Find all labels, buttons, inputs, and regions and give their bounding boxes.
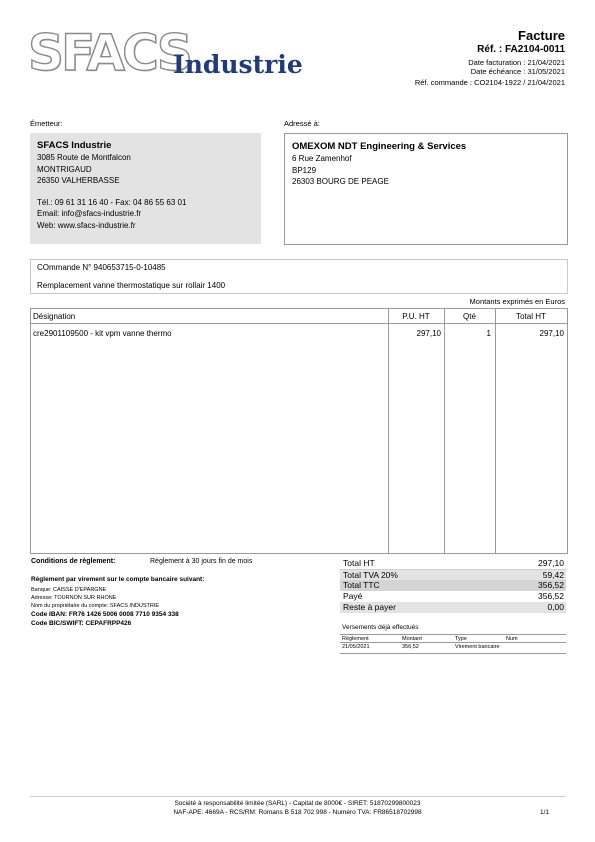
footer-legal-line: Société à responsabilité limitée (SARL) - Capital de 8000€ - SIRET: 51870299800023 <box>174 800 421 807</box>
emitter-box <box>30 133 261 244</box>
total-value: 356,52 <box>538 591 564 601</box>
transfer-title: Règlement par virement sur le compte bancaire suivant: <box>31 576 205 583</box>
total-value: 0,00 <box>547 602 564 612</box>
document-title: Facture <box>518 28 565 43</box>
row-designation: cre2901109500 - kit vpm vanne thermo <box>33 329 172 338</box>
payments-header-type: Type <box>455 636 467 642</box>
payments-header-date: Règlement <box>342 636 369 642</box>
total-value: 356,52 <box>538 580 564 590</box>
items-table <box>30 308 568 554</box>
order-info-box <box>30 259 568 294</box>
order-description: Remplacement vanne thermostatique sur rollair 1400 <box>37 281 226 290</box>
footer-legal-line: NAF-APE: 4669A - RCS/RM: Romans B 518 702 998 - Numéro TVA: FR86518702998 <box>173 809 422 816</box>
due-date: Date échéance : 31/05/2021 <box>470 67 565 76</box>
order-reference: Réf. commande : CO2104-1922 / 21/04/2021 <box>414 78 565 87</box>
payment-date: 21/05/2021 <box>342 644 370 650</box>
conditions-value: Règlement à 30 jours fin de mois <box>150 558 253 565</box>
total-label: Total HT <box>343 558 375 568</box>
payment-amount: 356,52 <box>402 644 419 650</box>
footer-divider <box>30 796 566 797</box>
remaining-row <box>340 602 566 613</box>
logo-subtext: Industrie <box>173 50 303 79</box>
currency-note: Montants exprimés en Euros <box>469 297 565 306</box>
row-total: 297,10 <box>539 329 564 338</box>
invoice-date: Date facturation : 21/04/2021 <box>468 58 565 67</box>
payments-made-title: Versements déjà effectués <box>342 624 419 631</box>
emitter-label: Émetteur: <box>30 119 63 128</box>
payment-type: Virement bancaire <box>455 644 500 650</box>
logo-text: SFACS <box>28 24 190 82</box>
recipient-address-line: BP129 <box>292 165 317 175</box>
payments-header-amount: Montant <box>402 636 422 642</box>
total-label: Payé <box>343 591 363 601</box>
total-label: Reste à payer <box>343 602 396 612</box>
emitter-email: Email: info@sfacs-industrie.fr <box>37 209 142 218</box>
recipient-address-line: 26303 BOURG DE PEAGE <box>292 177 389 186</box>
header-unit-price: P.U. HT <box>402 312 430 321</box>
iban: Code IBAN: FR76 1426 5006 0008 7710 9354 338 <box>31 611 179 618</box>
header-designation: Désignation <box>33 312 76 321</box>
emitter-web: Web: www.sfacs-industrie.fr <box>37 220 136 230</box>
emitter-phone: Tél.: 09 61 31 16 40 - Fax: 04 86 55 63 01 <box>37 197 187 207</box>
row-quantity: 1 <box>486 329 491 338</box>
total-ttc-row <box>340 580 566 591</box>
recipient-box <box>284 133 568 245</box>
total-ht-row <box>340 558 566 569</box>
emitter-address-line: MONTRIGAUD <box>37 164 92 174</box>
header-quantity: Qté <box>463 312 476 321</box>
header-total: Total HT <box>516 312 546 321</box>
total-label: Total TVA 20% <box>343 570 398 580</box>
conditions-label: Conditions de règlement: <box>31 558 116 565</box>
bank-address: Adresse: TOURNON SUR RHONE <box>31 595 117 601</box>
page-number: 1/1 <box>539 809 549 816</box>
recipient-name: OMEXOM NDT Engineering & Services <box>292 141 467 152</box>
total-label: Total TTC <box>343 580 380 590</box>
emitter-name: SFACS Industrie <box>37 140 112 151</box>
account-owner: Nom du propriétaire du compte: SFACS INDUSTRIE <box>31 603 160 609</box>
emitter-address-line: 26350 VALHERBASSE <box>37 176 120 185</box>
payments-made-table <box>340 634 566 654</box>
company-logo <box>28 24 303 82</box>
payments-header-num: Num <box>506 636 518 642</box>
total-value: 297,10 <box>538 558 564 568</box>
recipient-label: Adressé à: <box>284 119 320 128</box>
paid-row <box>340 591 566 602</box>
bank-name: Banque: CAISSE D'EPARGNE <box>31 587 107 593</box>
invoice-reference: Réf. : FA2104-0011 <box>477 44 565 55</box>
order-number: COmmande N° 940653715-0-10485 <box>37 263 166 272</box>
bic: Code BIC/SWIFT: CEPAFRPP426 <box>31 620 132 627</box>
emitter-address-line: 3085 Route de Montfalcon <box>37 153 131 162</box>
total-value: 59,42 <box>542 570 564 580</box>
recipient-address-line: 6 Rue Zamenhof <box>292 154 352 163</box>
row-unit-price: 297,10 <box>416 329 441 338</box>
